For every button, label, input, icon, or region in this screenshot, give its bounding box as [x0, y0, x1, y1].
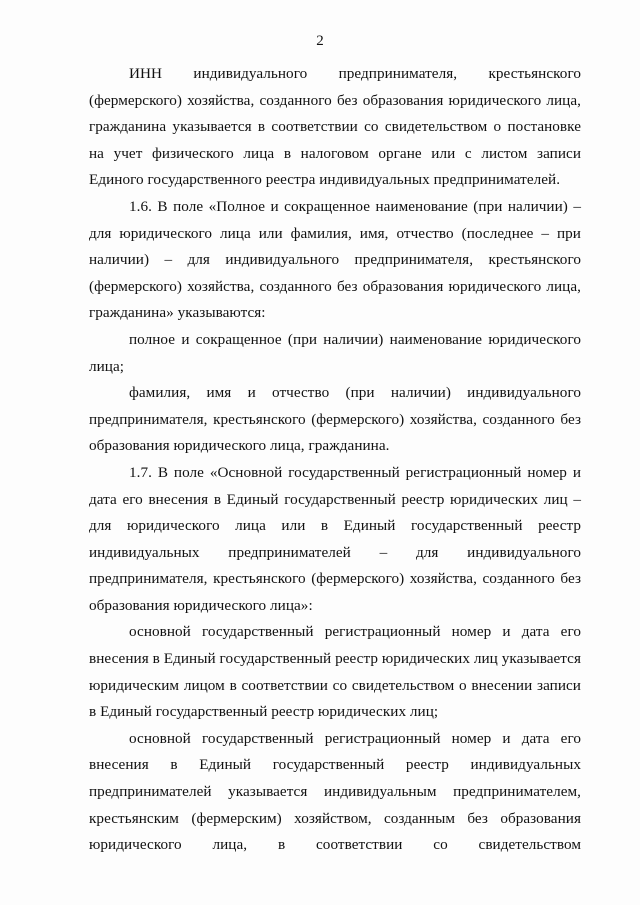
- document-body: [89, 61, 581, 859]
- paragraph-1-6: 1.6. В поле «Полное и сокращенное наименование (при наличии) – для юридического лица или фамилия, имя, отчество (последнее – при наличии) – для индивидуального предпринимателя, крестьянского (фермерского) хозяйства, созданного без образования юридического лица, гражданина» указываются:: [89, 197, 581, 322]
- paragraph-individual-name: фамилия, имя и отчество (при наличии) индивидуального предпринимателя, крестьянского (фермерского) хозяйства, созданного без образования юридического лица, гражданина.: [89, 384, 581, 455]
- paragraph-ogrn-individual: основной государственный регистрационный номер и дата его внесения в Единый государственный реестр индивидуальных предпринимателей указывается индивидуальным предпринимателем, крестьянским (фермерским) хозяйством, созданным без образования юридического лица, в соответствии со свидетельством: [89, 729, 581, 854]
- page-number: 2: [316, 33, 324, 49]
- paragraph-1-7: 1.7. В поле «Основной государственный регистрационный номер и дата его внесения в Единый государственный реестр юридических лиц – для юридического лица или в Единый государственный реестр индивидуальных предпринимателей – для индивидуального предпринимателя, крестьянского (фермерского) хозяйства, созданного без образования юридического лица»:: [89, 463, 581, 614]
- paragraph-inn: ИНН индивидуального предпринимателя, крестьянского (фермерского) хозяйства, созданного без образования юридического лица, гражданина указывается в соответствии со свидетельством о постановке на учет физического лица в налоговом органе или с листом записи Единого государственного реестра индивидуальных предпринимателей.: [89, 65, 581, 189]
- paragraph-ogrn-legal-entity: основной государственный регистрационный номер и дата его внесения в Единый государственный реестр юридических лиц указывается юридическим лицом в соответствии со свидетельством о внесении записи в Единый государственный реестр юридических лиц;: [89, 623, 581, 721]
- paragraph-legal-entity-name: полное и сокращенное (при наличии) наименование юридического лица;: [89, 330, 581, 375]
